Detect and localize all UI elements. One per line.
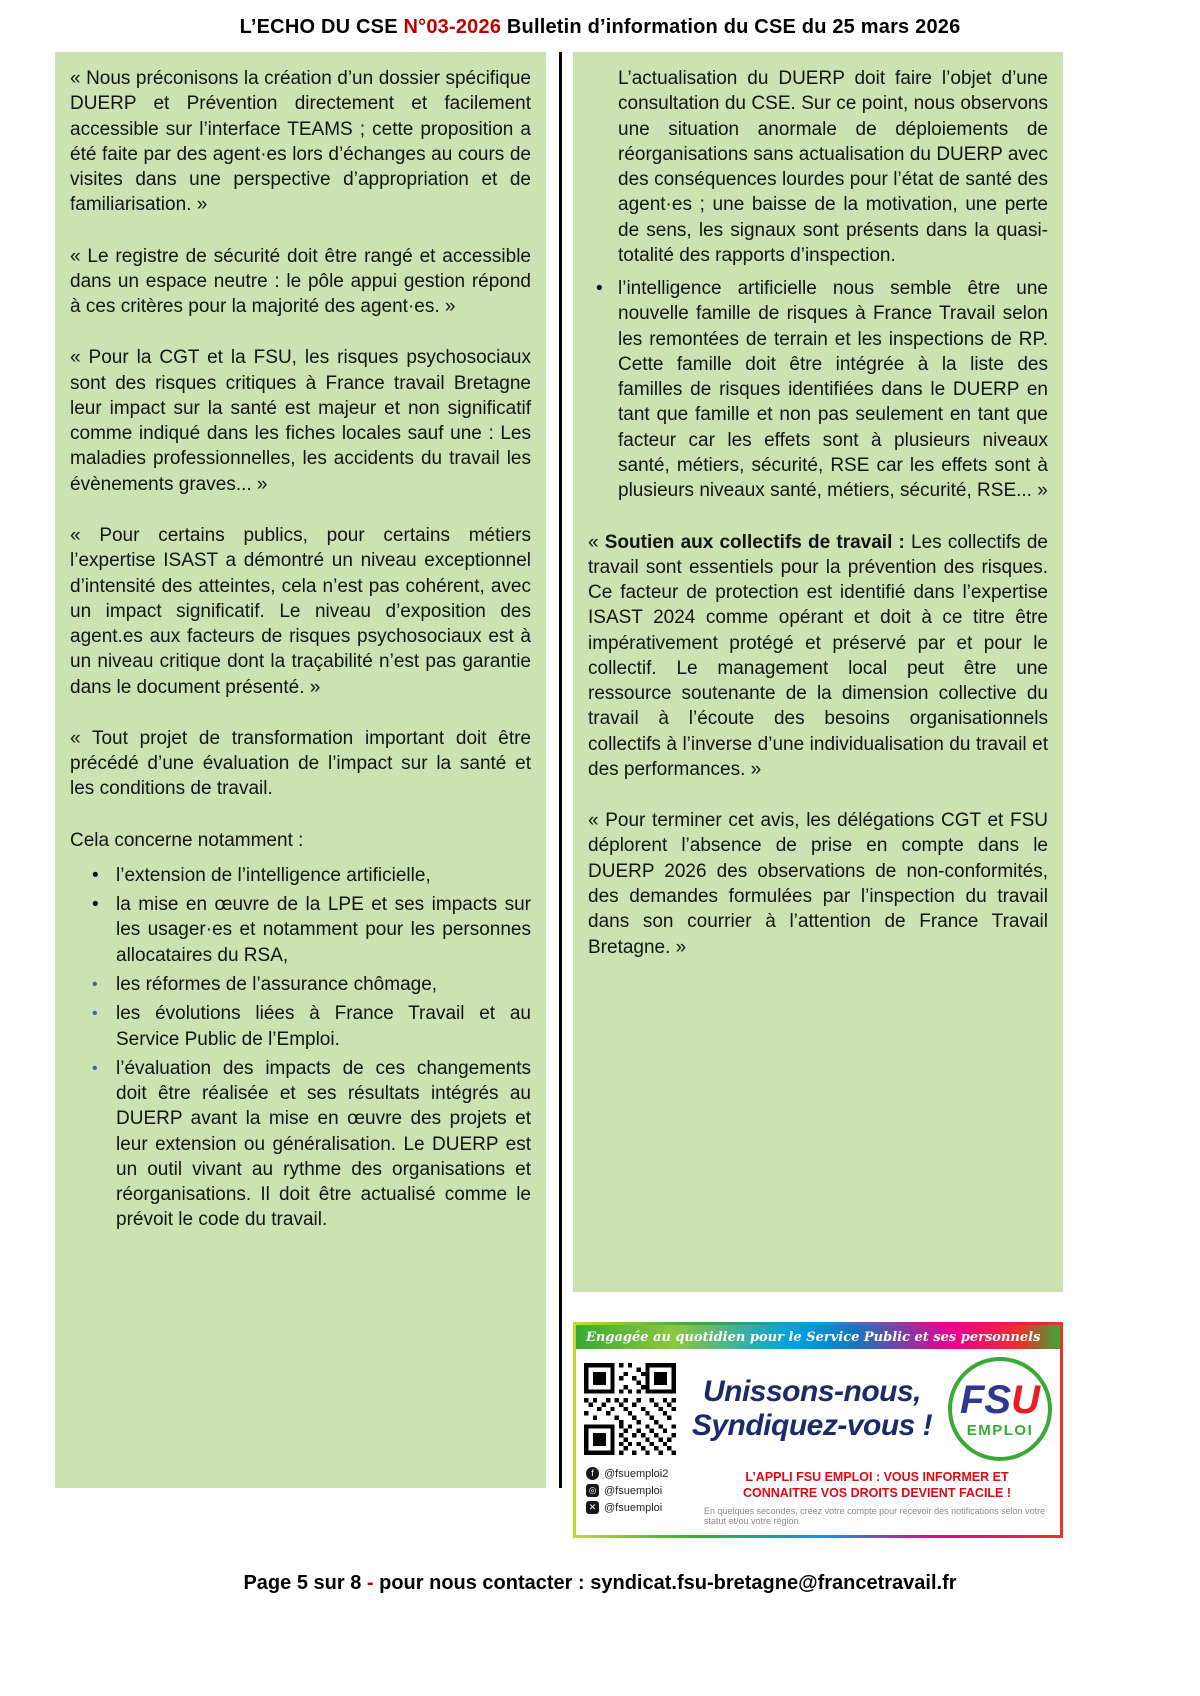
paragraph-quote: « Tout projet de transformation important doit être précédé d’une évaluation de l’impact sur la santé et les conditions de travail. (70, 727, 531, 800)
qr-code-icon (584, 1363, 676, 1455)
app-promo-text: L’APPLI FSU EMPLOI : VOUS INFORMER ET CONNAITRE VOS DROITS DEVIENT FACILE ! (742, 1470, 1012, 1501)
left-column (55, 52, 546, 1488)
paragraph-soutien (588, 530, 1048, 783)
banner-slogan (686, 1375, 938, 1442)
social-handles (586, 1467, 696, 1527)
list-item: • l’extension de l’intelligence artificielle, (70, 863, 531, 888)
list-item: • les évolutions liées à France Travail et au Service Public de l’Emploi. (70, 1001, 531, 1052)
social-row-instagram (586, 1484, 696, 1497)
footer-separator: - (366, 1572, 374, 1595)
contact-email-link[interactable]: syndicat.fsu-bretagne@francetravail.fr (590, 1572, 957, 1595)
list-item: • la mise en œuvre de la LPE et ses impacts sur les usager·es et notamment pour les personnes allocataires du RSA, (70, 892, 531, 968)
page-footer (0, 1572, 1200, 1595)
instagram-icon: ◎ (586, 1484, 599, 1497)
paragraph-closing: « Pour terminer cet avis, les délégations CGT et FSU déplorent l’absence de prise en compte dans le DUERP 2026 des observations de non-conformités, des demandes formulées par l’inspection du travail dans son courrier à l’attention de France Travail Bretagne. » (588, 810, 1048, 958)
app-fine-print: En quelques secondes, créez votre compte pour recevoir des notifications selon votre statut et/ou votre région. (704, 1505, 1046, 1527)
right-column-text (573, 52, 1063, 1292)
social-handle: @fsuemploi (604, 1484, 663, 1497)
slogan-line-1: Unissons-nous, (702, 1375, 921, 1409)
list-intro: Cela concerne notamment : (70, 829, 304, 851)
concerns-list (70, 863, 531, 1233)
banner-main (576, 1349, 1060, 1465)
fsu-emploi-logo (948, 1357, 1052, 1461)
list-item: • l’intelligence artificielle nous semble être une nouvelle famille de risques à France Travail selon les remontées de terrain et les inspections de RP. Cette famille doit être intégrée à la liste des familles de risques identifiées dans le DUERP en tant que famille et non pas seulement en tant que facteur car les effets sont à plusieurs niveaux santé, métiers, sécurité, RSE car les effets sont à plusieurs niveaux santé, métiers, sécurité, RSE... » (588, 276, 1048, 503)
slogan-line-2: Syndiquez-vous ! (691, 1409, 933, 1442)
risks-list (588, 276, 1048, 503)
facebook-icon: f (586, 1467, 599, 1480)
social-handle: @fsuemploi2 (604, 1467, 669, 1480)
banner-bottom (576, 1465, 1060, 1535)
x-icon: ✕ (586, 1501, 599, 1514)
newsletter-subtitle: Bulletin d’information du CSE du 25 mars 2026 (501, 16, 961, 38)
social-handle: @fsuemploi (604, 1501, 663, 1514)
right-column (573, 52, 1063, 1538)
banner-strip (576, 1325, 1060, 1349)
paragraph-quote: « Le registre de sécurité doit être rangé et accessible dans un espace neutre : le pôle appui gestion répond à ces critères pour la majorité des agent·es. » (70, 245, 531, 318)
paragraph-continuation: L’actualisation du DUERP doit faire l’objet d’une consultation du CSE. Sur ce point, nous observons une situation anormale de déploiements de réorganisations sans actualisation du DUERP avec des conséquences lourdes pour l’état de santé des agent·es ; une baisse de la motivation, une perte de sens, les signaux sont présents dans la quasi-totalité des rapports d’inspection. (618, 68, 1048, 266)
soutien-body: Les collectifs de travail sont essentiels pour la prévention des risques. Ce facteur de protection est identifié dans l’expertise ISAST 2024 comme opérant et doit à ce titre être impérativement protégé et préservé par et pour le collectif. Le management local peut être une ressource soutenante de la dimension collective du travail à l’écoute des besoins organisationnels collectifs à l’inverse d’une individualisation du travail et des performances. » (588, 531, 1048, 780)
newsletter-title: L’ECHO DU CSE (239, 16, 404, 38)
fsu-logo-letters (959, 1377, 1040, 1422)
newsletter-number: N°03-2026 (403, 16, 502, 38)
column-divider (559, 52, 562, 1488)
social-row-facebook (586, 1467, 696, 1480)
list-item: • l’évaluation des impacts de ces changements doit être réalisée et ses résultats intégrés au DUERP avant la mise en œuvre des projets et leur extension ou généralisation. Le DUERP est un outil vivant au rythme des organisations et réorganisations. Il doit être actualisé comme le prévoit le code du travail. (70, 1056, 531, 1233)
fsu-logo-fs: FS (959, 1377, 1012, 1422)
paragraph-quote: « Pour certains publics, pour certains métiers l’expertise ISAST a démontré un niveau exceptionnel d’intensité des atteintes, cela n’est pas cohérent, avec un impact significatif. Le niveau d’exposition des agent.es aux facteurs de risques psychosociaux est à un niveau critique dont la traçabilité n’est pas garantie dans le document présenté. » (70, 524, 531, 698)
page-header (0, 0, 1200, 39)
fsu-banner (573, 1322, 1063, 1538)
contact-label: pour nous contacter : (379, 1572, 585, 1595)
fsu-logo-u: U (1011, 1377, 1040, 1422)
page-number: Page 5 sur 8 (243, 1572, 362, 1595)
soutien-bold-lead: Soutien aux collectifs de travail : (604, 531, 905, 553)
paragraph-quote: « Nous préconisons la création d’un dossier spécifique DUERP et Prévention directement et facilement accessible sur l’interface TEAMS ; cette proposition a été faite par des agent·es lors d’échanges au cours de visites dans une perspective d’appropriation et de familiarisation. » (70, 68, 531, 216)
list-item: • les réformes de l’assurance chômage, (70, 972, 531, 997)
social-row-x (586, 1501, 696, 1514)
two-column-layout (0, 52, 1200, 1538)
banner-strip-text: Engagée au quotidien pour le Service Public et ses personnels (586, 1329, 1041, 1345)
quote-open: « (588, 531, 605, 553)
paragraph-quote: « Pour la CGT et la FSU, les risques psychosociaux sont des risques critiques à France travail Bretagne leur impact sur la santé est majeur et non significatif comme indiqué dans les fiches locales sauf une : Les maladies professionnelles, les accidents du travail les évènements graves... » (70, 347, 531, 495)
app-promo (704, 1467, 1050, 1527)
fsu-logo-emploi: EMPLOI (966, 1421, 1034, 1439)
